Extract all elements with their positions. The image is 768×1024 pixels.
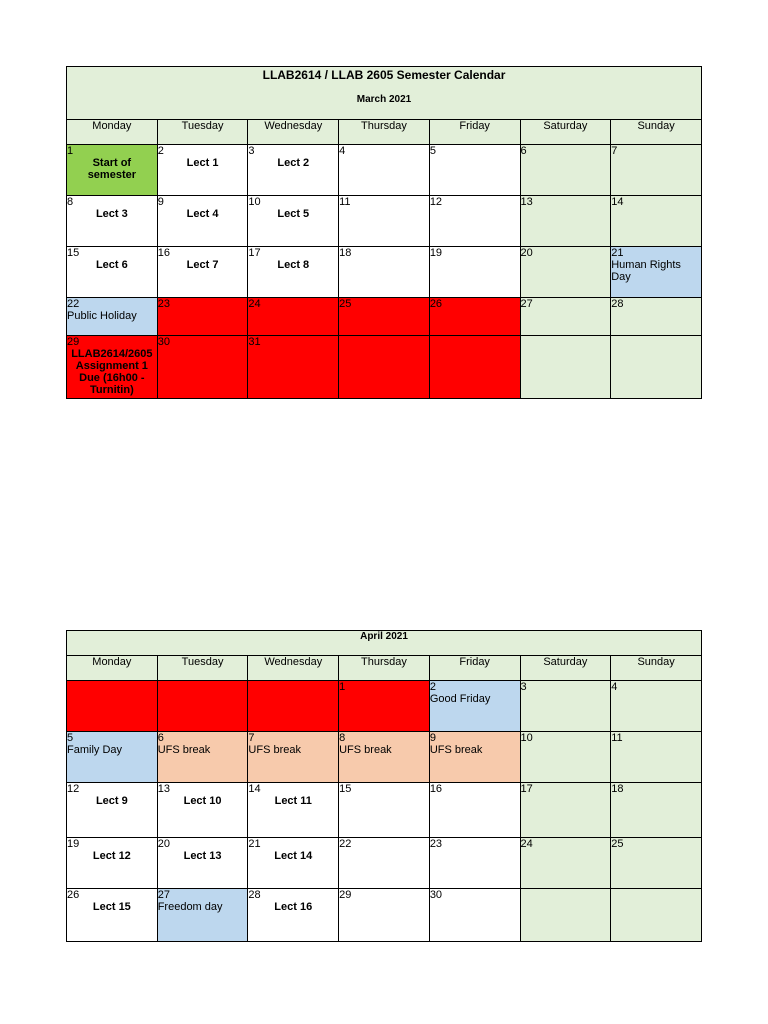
day-number: 17: [520, 783, 533, 795]
day-cell: [157, 838, 248, 889]
day-cell: [248, 196, 339, 247]
lecture-label: Lect 5: [277, 208, 310, 220]
day-cell: [339, 247, 430, 298]
day-cell: [520, 783, 611, 838]
day-cell: [248, 298, 339, 336]
day-number: 20: [157, 838, 170, 850]
march-weeks: [67, 145, 702, 399]
day-cell: [429, 336, 520, 399]
day-number: 11: [339, 196, 351, 208]
day-cell: [520, 247, 611, 298]
day-cell: [248, 838, 339, 889]
lecture-label: Lect 13: [183, 850, 222, 862]
lecture-label: Lect 10: [183, 795, 222, 807]
day-header-friday: Friday: [429, 656, 520, 681]
day-cell: [157, 247, 248, 298]
day-number: 16: [429, 783, 443, 795]
day-cell: [611, 336, 702, 399]
day-number: 11: [611, 732, 623, 744]
day-cell: [157, 298, 248, 336]
day-cell: [157, 783, 248, 838]
day-header-tuesday: Tuesday: [157, 120, 248, 145]
day-cell: [429, 732, 520, 783]
day-cell: [520, 681, 611, 732]
day-number: 17: [248, 247, 261, 259]
day-cell: [429, 889, 520, 942]
day-cell: [520, 196, 611, 247]
day-cell: [67, 336, 158, 399]
lecture-label: Lect 9: [95, 795, 128, 807]
day-number: 23: [157, 298, 170, 310]
day-cell: [157, 681, 248, 732]
lecture-label: Lect 11: [274, 795, 312, 807]
day-cell: [248, 783, 339, 838]
day-number: 3: [520, 681, 527, 693]
day-number: 5: [67, 732, 74, 744]
day-number: 27: [157, 889, 170, 901]
day-number: 13: [157, 783, 170, 795]
day-cell: [611, 889, 702, 942]
day-cell: [248, 145, 339, 196]
day-number: 28: [248, 889, 261, 901]
day-header-wednesday: Wednesday: [248, 656, 339, 681]
day-number: 26: [429, 298, 443, 310]
lecture-label: LLAB2614/2605 Assignment 1 Due (16h00 - Turnitin): [71, 348, 153, 396]
day-number: 21: [611, 247, 624, 259]
event-label: Family Day: [67, 744, 123, 756]
day-cell: [429, 196, 520, 247]
day-cell: [157, 145, 248, 196]
day-cell: [67, 145, 158, 196]
day-cell: [611, 145, 702, 196]
day-cell: [67, 838, 158, 889]
day-number: 7: [248, 732, 255, 744]
day-cell: [611, 247, 702, 298]
day-number: 12: [429, 196, 443, 208]
day-cell: [339, 889, 430, 942]
day-number: 22: [339, 838, 352, 850]
day-cell: [520, 838, 611, 889]
day-cell: [248, 681, 339, 732]
event-label: Good Friday: [429, 693, 491, 705]
day-header-thursday: Thursday: [339, 120, 430, 145]
day-number: 10: [248, 196, 261, 208]
day-cell: [429, 298, 520, 336]
day-number: 2: [157, 145, 164, 157]
day-cell: [339, 336, 430, 399]
week-row: [67, 145, 702, 196]
week-row: [67, 732, 702, 783]
day-number: 26: [67, 889, 80, 901]
day-number: 18: [339, 247, 352, 259]
day-cell: [339, 838, 430, 889]
day-cell: [611, 783, 702, 838]
day-cell: [157, 732, 248, 783]
event-label: Human Rights Day: [611, 259, 681, 283]
week-row: [67, 838, 702, 889]
day-number: 14: [611, 196, 624, 208]
day-cell: [67, 298, 158, 336]
day-header-saturday: Saturday: [520, 656, 611, 681]
day-cell: [520, 889, 611, 942]
calendar-title: LLAB2614 / LLAB 2605 Semester Calendar: [262, 68, 506, 82]
day-cell: [67, 681, 158, 732]
month-title-march: March 2021: [356, 94, 412, 105]
day-cell: [339, 145, 430, 196]
day-cell: [67, 889, 158, 942]
day-number: 31: [248, 336, 261, 348]
day-cell: [67, 247, 158, 298]
day-number: 6: [520, 145, 527, 157]
week-row: [67, 783, 702, 838]
day-header-thursday: Thursday: [339, 656, 430, 681]
day-number: 8: [67, 196, 74, 208]
week-row: [67, 889, 702, 942]
day-cell: [157, 336, 248, 399]
day-number: 6: [157, 732, 164, 744]
march-header: [67, 67, 702, 120]
day-cell: [429, 838, 520, 889]
day-number: 18: [611, 783, 624, 795]
event-label: UFS break: [339, 744, 392, 756]
day-number: 29: [339, 889, 352, 901]
lecture-label: Lect 6: [95, 259, 128, 271]
day-cell: [339, 298, 430, 336]
day-number: 12: [67, 783, 80, 795]
day-cell: [339, 732, 430, 783]
day-number: 29: [67, 336, 80, 348]
day-number: 24: [520, 838, 533, 850]
day-number: 21: [248, 838, 261, 850]
day-cell: [157, 196, 248, 247]
day-cell: [339, 783, 430, 838]
day-header-saturday: Saturday: [520, 120, 611, 145]
lecture-label: Lect 2: [277, 157, 310, 169]
lecture-label: Lect 14: [274, 850, 313, 862]
day-number: 25: [611, 838, 624, 850]
day-cell: [611, 838, 702, 889]
lecture-label: Lect 3: [95, 208, 128, 220]
day-number: 3: [248, 145, 255, 157]
day-number: 15: [339, 783, 352, 795]
day-cell: [67, 196, 158, 247]
lecture-label: Lect 1: [186, 157, 219, 169]
day-number: 14: [248, 783, 261, 795]
day-number: 15: [67, 247, 80, 259]
day-cell: [248, 336, 339, 399]
day-cell: [248, 889, 339, 942]
day-cell: [611, 681, 702, 732]
day-header-tuesday: Tuesday: [157, 656, 248, 681]
day-cell: [520, 145, 611, 196]
april-calendar-table: [66, 630, 702, 942]
april-weeks: [67, 681, 702, 942]
day-header-wednesday: Wednesday: [248, 120, 339, 145]
day-number: 1: [339, 681, 346, 693]
day-number: 22: [67, 298, 80, 310]
day-cell: [429, 681, 520, 732]
day-number: 24: [248, 298, 261, 310]
week-row: [67, 336, 702, 399]
week-row: [67, 196, 702, 247]
day-header-monday: Monday: [67, 120, 158, 145]
month-title-april: April 2021: [67, 631, 702, 656]
day-cell: [248, 247, 339, 298]
day-number: 7: [611, 145, 618, 157]
day-number: 25: [339, 298, 352, 310]
day-cell: [248, 732, 339, 783]
day-cell: [157, 889, 248, 942]
day-number: 23: [429, 838, 443, 850]
lecture-label: Lect 12: [92, 850, 131, 862]
day-number: 8: [339, 732, 346, 744]
day-number: 2: [429, 681, 436, 693]
day-cell: [611, 298, 702, 336]
day-number: 28: [611, 298, 624, 310]
event-label: UFS break: [157, 744, 211, 756]
day-cell: [339, 681, 430, 732]
day-header-sunday: Sunday: [611, 656, 702, 681]
lecture-label: Lect 8: [277, 259, 310, 271]
day-number: 9: [429, 732, 436, 744]
week-row: [67, 681, 702, 732]
lecture-label: Lect 7: [186, 259, 219, 271]
day-cell: [520, 336, 611, 399]
day-cell: [429, 247, 520, 298]
day-number: 27: [520, 298, 533, 310]
day-header-sunday: Sunday: [611, 120, 702, 145]
day-number: 19: [429, 247, 443, 259]
day-number: 5: [429, 145, 436, 157]
day-cell: [339, 196, 430, 247]
event-label: UFS break: [248, 744, 301, 756]
day-cell: [67, 783, 158, 838]
day-number: 20: [520, 247, 533, 259]
week-row: [67, 298, 702, 336]
day-cell: [520, 298, 611, 336]
day-number: 10: [520, 732, 533, 744]
day-cell: [67, 732, 158, 783]
day-header-friday: Friday: [429, 120, 520, 145]
day-cell: [429, 783, 520, 838]
day-header-monday: Monday: [67, 656, 158, 681]
day-number: 4: [611, 681, 618, 693]
day-number: 30: [429, 889, 443, 901]
day-cell: [611, 196, 702, 247]
march-calendar-table: [66, 66, 702, 399]
event-label: Public Holiday: [67, 310, 137, 322]
event-label: Freedom day: [157, 901, 223, 913]
day-cell: [429, 145, 520, 196]
event-label: UFS break: [429, 744, 483, 756]
lecture-label: Lect 15: [92, 901, 131, 913]
day-number: 1: [67, 145, 74, 157]
day-cell: [520, 732, 611, 783]
lecture-label: Start of semester: [87, 157, 137, 181]
day-cell: [611, 732, 702, 783]
day-number: 30: [157, 336, 170, 348]
lecture-label: Lect 4: [186, 208, 219, 220]
day-number: 4: [339, 145, 346, 157]
week-row: [67, 247, 702, 298]
lecture-label: Lect 16: [274, 901, 313, 913]
day-number: 19: [67, 838, 80, 850]
day-number: 16: [157, 247, 170, 259]
day-number: 13: [520, 196, 533, 208]
day-number: 9: [157, 196, 164, 208]
